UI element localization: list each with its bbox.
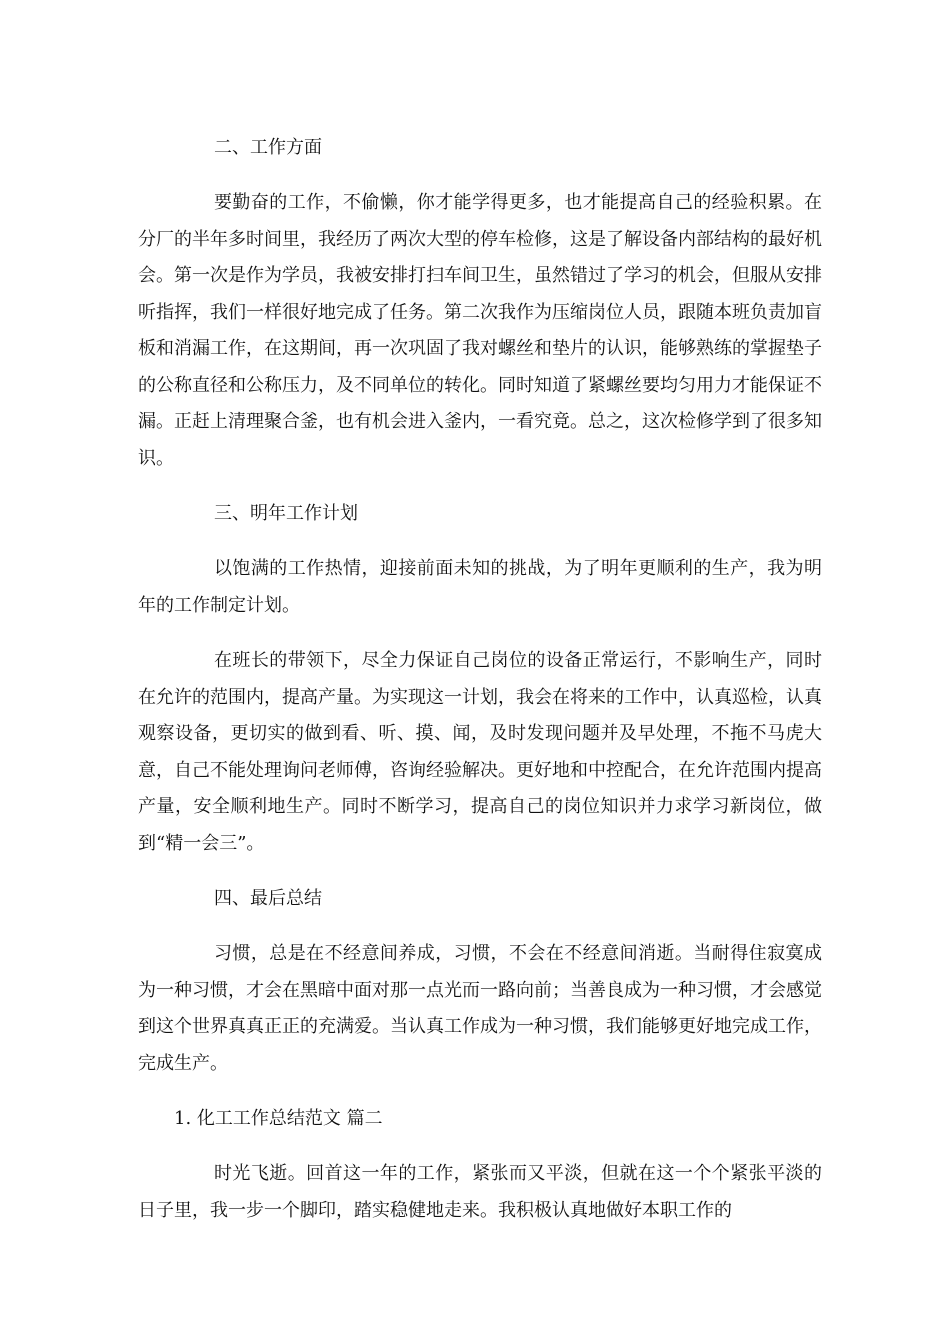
- section-heading-summary: 四、最后总结: [214, 888, 322, 909]
- paragraph-plan-2: 在班长的带领下，尽全力保证自己岗位的设备正常运行，不影响生产，同时在允许的范围内，提高产量。为实现这一计划，我会在将来的工作中，认真巡检，认真观察设备，更切实的做到看、听、摸、闻，及时发现问题并及早处理，不拖不马虎大意，自己不能处理询问老师傅，咨询经验解决。更好地和中控配合，在允许范围内提高产量，安全顺利地生产。同时不断学习，提高自己的岗位知识并力求学习新岗位，做到“精一会三”。: [138, 650, 822, 854]
- section-heading-part2: 1. 化工工作总结范文 篇二: [174, 1108, 383, 1129]
- section-heading-work: 二、工作方面: [214, 137, 322, 158]
- paragraph-plan-1: 以饱满的工作热情，迎接前面未知的挑战，为了明年更顺利的生产，我为明年的工作制定计划。: [138, 558, 822, 616]
- paragraph-part2-1: 时光飞逝。回首这一年的工作，紧张而又平淡，但就在这一个个紧张平淡的日子里，我一步一个脚印，踏实稳健地走来。我积极认真地做好本职工作的: [138, 1163, 822, 1221]
- section-heading-plan: 三、明年工作计划: [214, 503, 358, 524]
- paragraph-work-1: 要勤奋的工作，不偷懒，你才能学得更多，也才能提高自己的经验积累。在分厂的半年多时间里，我经历了两次大型的停车检修，这是了解设备内部结构的最好机会。第一次是作为学员，我被安排打扫车间卫生，虽然错过了学习的机会，但服从安排听指挥，我们一样很好地完成了任务。第二次我作为压缩岗位人员，跟随本班负责加盲板和消漏工作，在这期间，再一次巩固了我对螺丝和垫片的认识，能够熟练的掌握垫子的公称直径和公称压力，及不同单位的转化。同时知道了紧螺丝要均匀用力才能保证不漏。正赶上清理聚合釜，也有机会进入釜内，一看究竟。总之，这次检修学到了很多知识。: [138, 192, 822, 469]
- document-page: [138, 130, 822, 1229]
- paragraph-summary-1: 习惯，总是在不经意间养成，习惯，不会在不经意间消逝。当耐得住寂寞成为一种习惯，才会在黑暗中面对那一点光而一路向前；当善良成为一种习惯，才会感觉到这个世界真真正正的充满爱。当认真工作成为一种习惯，我们能够更好地完成工作，完成生产。: [138, 943, 822, 1074]
